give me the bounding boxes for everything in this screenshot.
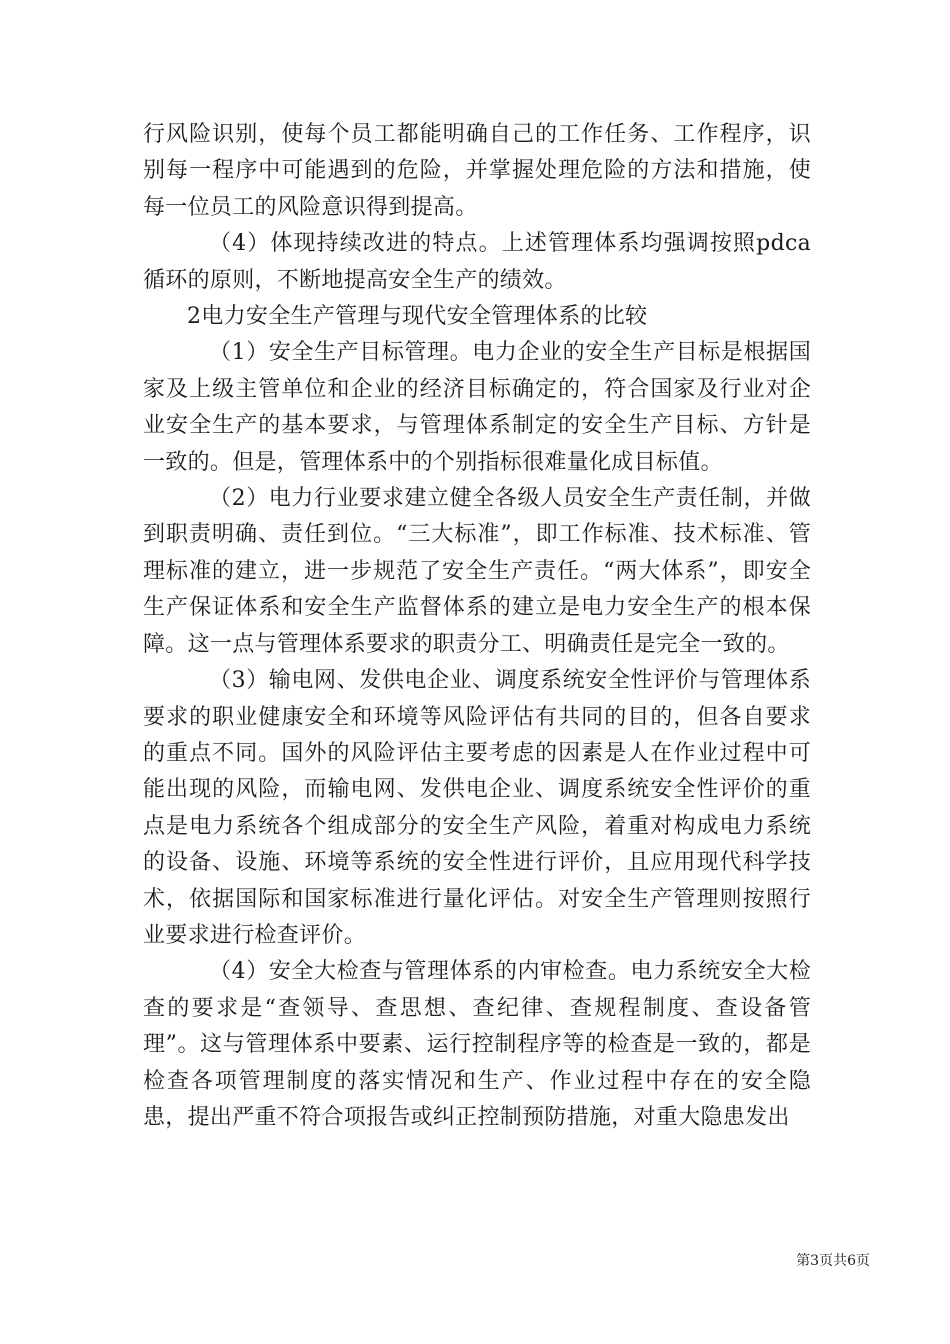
section-heading-2: 2电力安全生产管理与现代安全管理体系的比较 bbox=[187, 304, 648, 330]
document-body bbox=[143, 117, 811, 1136]
paragraph-continuation: 行风险识别，使每个员工都能明确自己的工作任务、工作程序，识别每一程序中可能遇到的危险，并掌握处理危险的方法和措施，使每一位员工的风险意识得到提高。 bbox=[143, 122, 811, 220]
paragraph-item-1-target-management: （1）安全生产目标管理。电力企业的安全生产目标是根据国家及上级主管单位和企业的经济目标确定的，符合国家及行业对企业安全生产的基本要求，与管理体系制定的安全生产目标、方针是一致的。但是，管理体系中的个别指标很难量化成目标值。 bbox=[143, 340, 811, 475]
paragraph-item-4-continuous-improvement: （4）体现持续改进的特点。上述管理体系均强调按照pdca循环的原则，不断地提高安全生产的绩效。 bbox=[143, 231, 811, 293]
paragraph-item-2-responsibility: （2）电力行业要求建立健全各级人员安全生产责任制，并做到职责明确、责任到位。“三大标准”，即工作标准、技术标准、管理标准的建立，进一步规范了安全生产责任。“两大体系”，即安全生产保证体系和安全生产监督体系的建立是电力安全生产的根本保障。这一点与管理体系要求的职责分工、明确责任是完全一致的。 bbox=[143, 486, 811, 657]
paragraph-item-4-inspection: （4）安全大检查与管理体系的内审检查。电力系统安全大检查的要求是“查领导、查思想、查纪律、查规程制度、查设备管理”。这与管理体系中要素、运行控制程序等的检查是一致的，都是检查各项管理制度的落实情况和生产、作业过程中存在的安全隐患，提出严重不符合项报告或纠正控制预防措施，对重大隐患发出 bbox=[143, 959, 811, 1130]
paragraph-item-3-safety-evaluation: （3）输电网、发供电企业、调度系统安全性评价与管理体系要求的职业健康安全和环境等风险评估有共同的目的，但各自要求的重点不同。国外的风险评估主要考虑的因素是人在作业过程中可能出现的风险，而输电网、发供电企业、调度系统安全性评价的重点是电力系统各个组成部分的安全生产风险，着重对构成电力系统的设备、设施、环境等系统的安全性进行评价，且应用现代科学技术，依据国际和国家标准进行量化评估。对安全生产管理则按照行业要求进行检查评价。 bbox=[143, 668, 811, 948]
page-number: 第3页共6页 bbox=[796, 1253, 870, 1269]
